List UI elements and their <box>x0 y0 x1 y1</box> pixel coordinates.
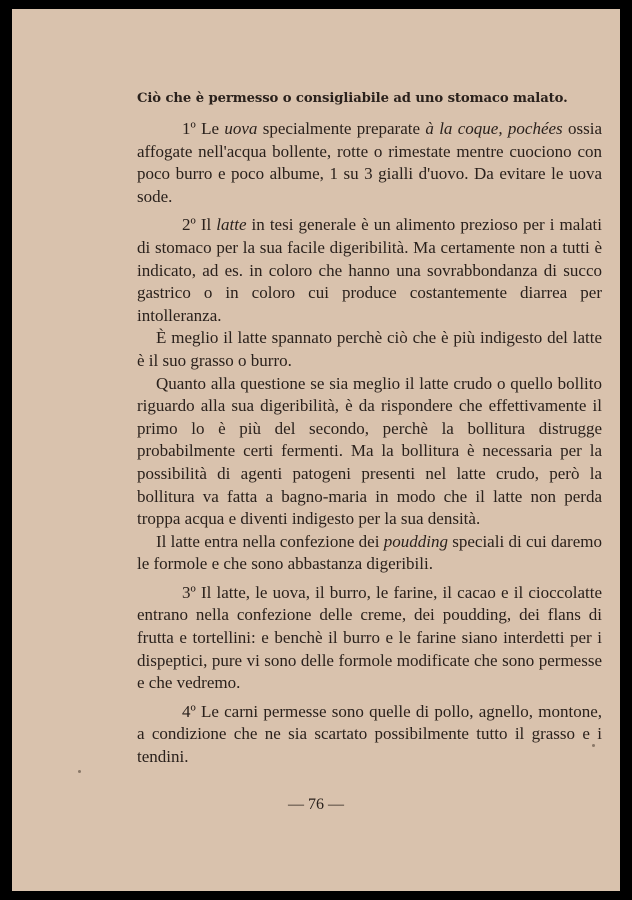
text-run: 1º Le <box>182 119 225 138</box>
paper-speck <box>78 770 81 773</box>
page-number: — 76 — <box>288 796 344 813</box>
paragraph-raw-boiled: Quanto alla questione se sia meglio il latte crudo o quello bollito riguardo alla sua digeribilità, è da rispondere che effettivamente il primo lo è più del secondo, perchè la bollitura distrugge probabilmente certi fermenti. Ma la bollitura è necessaria per la possibilità di agenti patogeni presenti nel latte crudo, però la bollitura va fatta a bagno-maria in modo che il latte non perda troppa acqua e diventi indigesto per la sua densità. <box>137 373 602 529</box>
italic-run: poudding <box>383 531 448 551</box>
paragraph-creams: 3º Il latte, le uova, il burro, le farine, il cacao e il cioccolatte entrano nella confezione delle creme, dei poudding, dei flans di frutta e tortellini: e benchè il burro e le farine siano interdetti per i dispeptici, pure vi sono delle formole modificate che sono permesse e che vedremo. <box>137 582 602 693</box>
text-run: in tesi generale è un alimento prezioso per i malati di stomaco per la sua facile digeribilità. Ma certamente non a tutti è indicato, ad es. in coloro che hanno una sovrabbondanza di succo gastrico o in coloro cui produce costantemente diarrea per intolleranza. <box>137 215 603 325</box>
text-run: specialmente preparate <box>257 119 426 138</box>
paragraph-skimmed-milk: È meglio il latte spannato perchè ciò che è più indigesto del latte è il suo grasso o burro. <box>137 328 602 370</box>
text-run: speciali di cui daremo le formole e che sono abbastanza digeribili. <box>137 531 602 574</box>
book-page <box>12 9 620 891</box>
text-run: ossia affogate nell'acqua bollente, rotte o rimestate mentre cuociono con poco burro e poco albume, 1 su 3 gialli d'uovo. Da evitare le uova sode. <box>137 119 602 206</box>
italic-run: latte <box>216 215 247 235</box>
text-run: 2º Il <box>182 215 217 235</box>
section-title: Ciò che è permesso o consigliabile ad uno stomaco malato. <box>137 91 568 106</box>
paragraph-meats: 4º Le carni permesse sono quelle di pollo, agnello, montone, a condizione che ne sia scartato possibilmente tutto il grasso e i tendini. <box>137 701 602 767</box>
paragraph-poudding <box>137 531 602 576</box>
text-block <box>137 90 602 769</box>
paragraph-milk <box>137 214 602 327</box>
italic-run: à la coque, pochées <box>425 119 563 138</box>
italic-run: uova <box>224 119 258 138</box>
paper-speck <box>592 744 595 747</box>
text-run: Il latte entra nella confezione dei <box>156 531 384 551</box>
paragraph-eggs <box>137 118 602 208</box>
